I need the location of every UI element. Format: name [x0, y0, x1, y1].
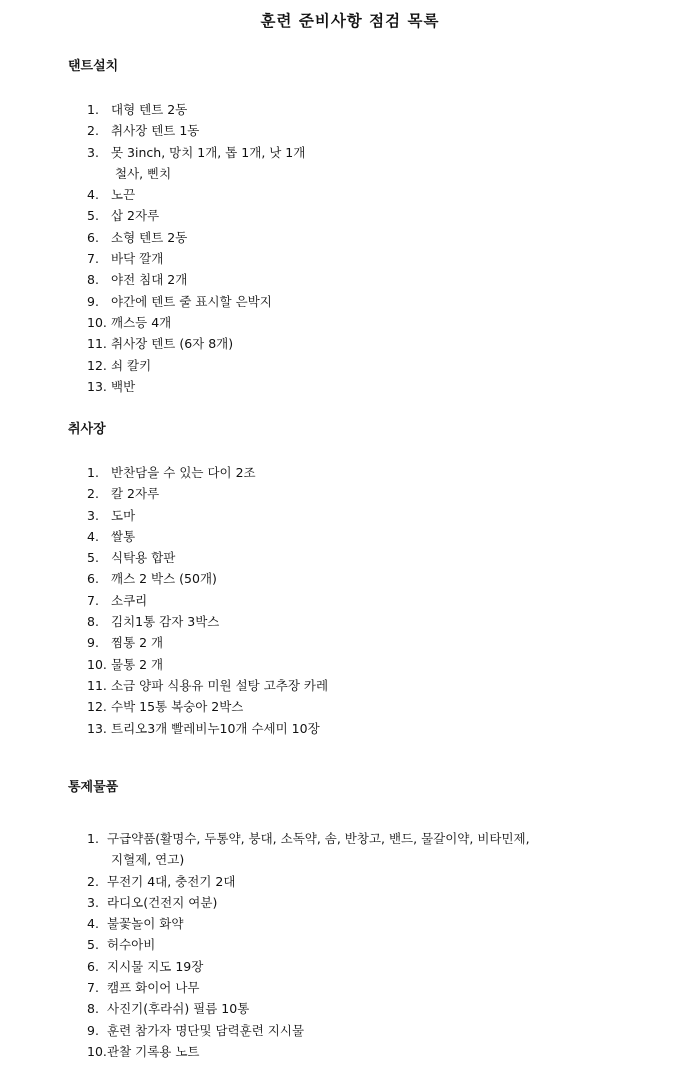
item-number: 11.: [87, 677, 107, 693]
item-text: 못 3inch, 망치 1개, 톱 1개, 낫 1개: [111, 144, 306, 160]
list-item: [68, 1041, 668, 1062]
item-number: 1.: [87, 102, 99, 117]
item-list: [68, 828, 668, 1062]
item-text: 김치1통 감자 3박스: [111, 614, 220, 630]
item-number: 5.: [87, 550, 99, 566]
list-item: [68, 184, 668, 205]
item-text: 물통 2 개: [111, 656, 164, 672]
page-title: 훈련 준비사항 점검 목록: [260, 12, 440, 30]
list-item: [68, 269, 668, 290]
list-item: [68, 526, 668, 547]
item-text: 허수아비: [107, 937, 156, 953]
item-number: 2.: [87, 486, 99, 502]
item-number: 1.: [87, 465, 99, 480]
item-number: 7.: [87, 980, 99, 996]
list-item: [68, 675, 668, 696]
list-item: [68, 934, 668, 955]
item-text: 캠프 화이어 나무: [107, 980, 200, 996]
item-number: 6.: [87, 229, 99, 245]
list-item: [68, 142, 668, 185]
item-number: 1.: [87, 831, 99, 846]
list-item: [68, 312, 668, 333]
item-number: 7.: [87, 592, 99, 608]
item-text: 칼 2자루: [111, 486, 160, 502]
list-item: [68, 977, 668, 998]
item-text: 관찰 기록용 노트: [107, 1043, 200, 1059]
list-item: [68, 956, 668, 977]
list-item: [68, 355, 668, 376]
item-text: 구급약품(활명수, 두통약, 붕대, 소독약, 솜, 반창고, 밴드, 물갈이약, 비타민제,: [107, 831, 530, 846]
section-tent-setup: [68, 56, 668, 397]
list-item: [68, 505, 668, 526]
list-item: [68, 871, 668, 892]
list-item: [68, 654, 668, 675]
list-item: [68, 99, 668, 120]
list-item: [68, 376, 668, 397]
item-number: 9.: [87, 635, 99, 651]
item-text: 취사장 텐트 1동: [111, 123, 200, 139]
item-text: 도마: [111, 507, 136, 523]
item-number: 6.: [87, 571, 99, 587]
item-number: 8.: [87, 1001, 99, 1017]
item-text: 깨스등 4개: [111, 314, 172, 330]
list-item: [68, 227, 668, 248]
list-item: [68, 568, 668, 589]
list-item: [68, 611, 668, 632]
item-number: 2.: [87, 123, 99, 139]
list-item: [68, 1020, 668, 1041]
list-item: [68, 291, 668, 312]
item-number: 8.: [87, 272, 99, 288]
item-text: 노끈: [111, 187, 136, 203]
item-number: 11.: [87, 336, 107, 352]
list-item: [68, 696, 668, 717]
item-number: 10.: [87, 656, 107, 672]
item-text: 훈련 참가자 명단및 담력훈련 지시물: [107, 1022, 305, 1038]
item-number: 6.: [87, 958, 99, 974]
item-list: [68, 462, 668, 739]
item-text: 백반: [111, 378, 136, 394]
item-number: 4.: [87, 528, 99, 544]
item-text: 쌀통: [111, 528, 136, 544]
item-text: 찜통 2 개: [111, 635, 164, 651]
item-number: 9.: [87, 1022, 99, 1038]
list-item: [68, 828, 668, 871]
item-number: 5.: [87, 208, 99, 224]
item-text: 소금 양파 식용유 미원 설탕 고추장 카레: [111, 677, 329, 693]
list-item: [68, 248, 668, 269]
item-text: 대형 텐트 2동: [111, 102, 188, 117]
section-control-items: [68, 777, 668, 1062]
item-number: 4.: [87, 916, 99, 932]
section-heading: 탠트설치: [68, 59, 119, 74]
item-number: 10.: [87, 314, 107, 330]
list-item: [68, 590, 668, 611]
item-text: 취사장 텐트 (6자 8개): [111, 336, 234, 352]
item-number: 12.: [87, 357, 107, 373]
item-text: 불꽃놀이 화약: [107, 916, 184, 932]
item-number: 13.: [87, 378, 107, 394]
item-text: 반찬담을 수 있는 다이 2조: [111, 465, 256, 480]
item-number: 8.: [87, 614, 99, 630]
item-number: 5.: [87, 937, 99, 953]
item-number: 9.: [87, 293, 99, 309]
item-number: 10.: [87, 1043, 107, 1059]
list-item: [68, 483, 668, 504]
item-number: 3.: [87, 507, 99, 523]
item-list: [68, 99, 668, 397]
list-item: [68, 913, 668, 934]
item-number: 3.: [87, 144, 99, 160]
section-heading: 취사장: [68, 422, 106, 437]
item-number: 12.: [87, 699, 107, 715]
item-text: 식탁용 합판: [111, 550, 176, 566]
list-item: [68, 462, 668, 483]
section-kitchen: [68, 419, 668, 739]
list-item: [68, 333, 668, 354]
list-item: [68, 632, 668, 653]
list-item: [68, 998, 668, 1019]
item-text: 깨스 2 박스 (50개): [111, 571, 217, 587]
list-item: [68, 120, 668, 141]
item-number: 4.: [87, 187, 99, 203]
item-text-continued: 지혈제, 연고): [111, 852, 185, 868]
item-text: 야전 침대 2개: [111, 272, 188, 288]
item-text: 라디오(건전지 여분): [107, 894, 218, 910]
item-text: 사진기(후라쉬) 필름 10통: [107, 1001, 250, 1017]
item-text: 소형 텐트 2동: [111, 229, 188, 245]
item-text: 삽 2자루: [111, 208, 160, 224]
list-item: [68, 547, 668, 568]
list-item: [68, 892, 668, 913]
item-text: 무전기 4대, 충전기 2대: [107, 873, 236, 889]
item-number: 7.: [87, 251, 99, 267]
item-text: 소쿠리: [111, 592, 148, 608]
section-heading: 통제물품: [68, 780, 119, 795]
item-text: 쇠 칼키: [111, 357, 152, 373]
item-text: 야간에 텐트 줄 표시할 은박지: [111, 293, 272, 309]
item-text-continued: 철사, 삔치: [115, 165, 172, 181]
item-text: 트리오3개 빨레비누10개 수세미 10장: [111, 720, 320, 736]
list-item: [68, 718, 668, 739]
item-number: 13.: [87, 720, 107, 736]
item-number: 2.: [87, 873, 99, 889]
item-text: 지시물 지도 19장: [107, 958, 204, 974]
list-item: [68, 205, 668, 226]
item-text: 바닥 깔개: [111, 251, 164, 267]
item-text: 수박 15통 복숭아 2박스: [111, 699, 244, 715]
item-number: 3.: [87, 894, 99, 910]
